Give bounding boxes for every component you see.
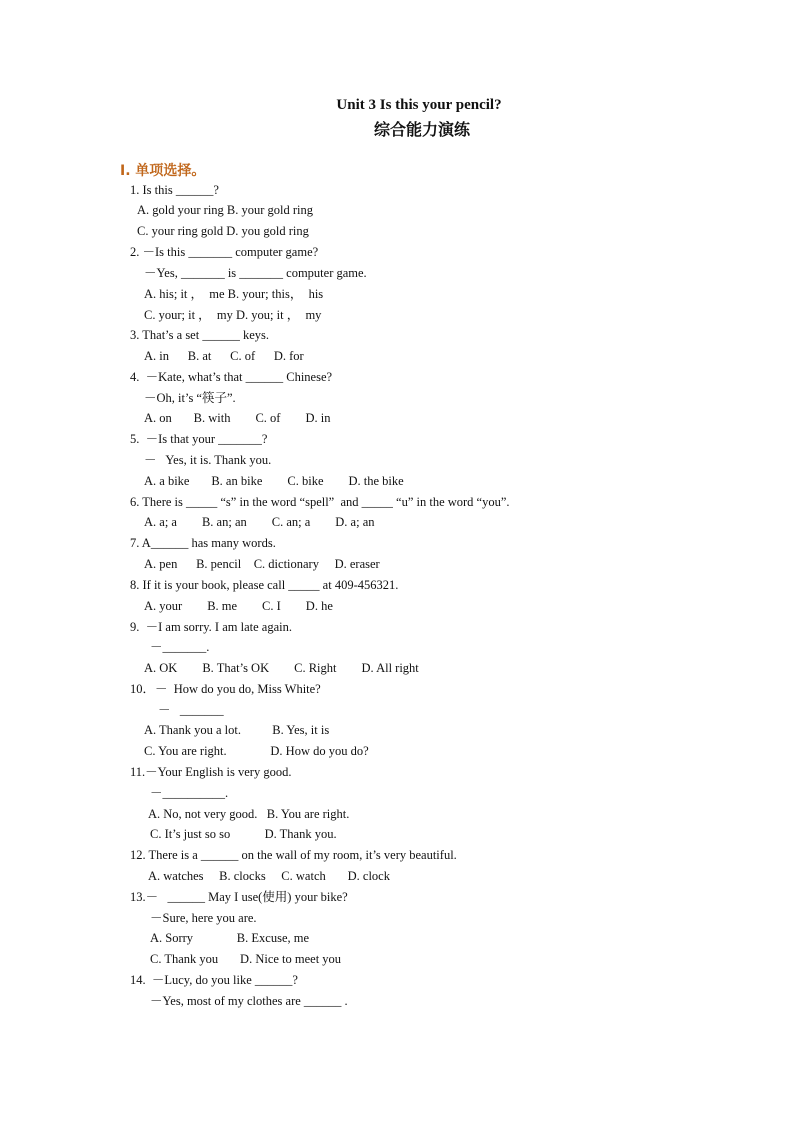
question-5-options: A. a bike B. an bike C. bike D. the bike (144, 474, 404, 488)
section-heading: I. 单项选择。 (120, 163, 206, 179)
question-5-line-2: － Yes, it is. Thank you. (144, 453, 272, 467)
question-7-options: A. pen B. pencil C. dictionary D. eraser (144, 557, 380, 571)
question-6-options: A. a; a B. an; an C. an; a D. a; an (144, 515, 375, 529)
question-1: 1. Is this ______? (130, 183, 219, 197)
page-title: Unit 3 Is this your pencil? (336, 97, 502, 113)
question-8-options: A. your B. me C. I D. he (144, 599, 333, 613)
question-3-options: A. in B. at C. of D. for (144, 349, 304, 363)
question-10: 10．－ How do you do, Miss White? (130, 682, 321, 696)
question-13: 13.－ ______ May I use(使用) your bike? (130, 890, 348, 904)
question-7: 7. A______ has many words. (130, 536, 276, 550)
question-5: 5. －Is that your _______? (130, 432, 268, 446)
question-1-options-ab: A. gold your ring B. your gold ring (137, 203, 314, 217)
question-9-line-2: －_______. (150, 640, 210, 654)
question-6: 6. There is _____ “s” in the word “spell” and _____ “u” in the word “you”. (130, 495, 510, 509)
question-11-options-cd: C. It’s just so so D. Thank you. (150, 827, 337, 841)
question-9-options: A. OK B. That’s OK C. Right D. All right (144, 661, 419, 675)
question-2: 2. －Is this _______ computer game? (130, 245, 319, 259)
question-13-line-2: －Sure, here you are. (150, 911, 257, 925)
question-1-options-cd: C. your ring gold D. you gold ring (137, 224, 309, 238)
question-12: 12. There is a ______ on the wall of my room, it’s very beautiful. (130, 848, 457, 862)
question-4-line-2: －Oh, it’s “筷子”. (144, 391, 236, 405)
question-13-options-ab: A. Sorry B. Excuse, me (150, 931, 310, 945)
question-11: 11.－Your English is very good. (130, 765, 292, 779)
question-4: 4. －Kate, what’s that ______ Chinese? (130, 370, 333, 384)
question-14-line-2: －Yes, most of my clothes are ______ . (150, 994, 348, 1008)
question-10-options-ab: A. Thank you a lot. B. Yes, it is (144, 723, 330, 737)
question-2-line-2: －Yes, _______ is _______ computer game. (144, 266, 367, 280)
question-3: 3. That’s a set ______ keys. (130, 328, 269, 342)
page-subtitle: 综合能力演练 (373, 120, 470, 139)
question-11-line-2: －__________. (150, 786, 229, 800)
question-2-options-ab: A. his; it ， me B. your; this， his (144, 287, 324, 301)
question-4-options: A. on B. with C. of D. in (144, 411, 331, 425)
question-10-options-cd: C. You are right. D. How do you do? (144, 744, 369, 758)
question-13-options-cd: C. Thank you D. Nice to meet you (150, 952, 342, 966)
question-12-options: A. watches B. clocks C. watch D. clock (148, 869, 390, 883)
question-8: 8. If it is your book, please call _____ at 409-456321. (130, 578, 399, 592)
question-14: 14. －Lucy, do you like ______? (130, 973, 298, 987)
question-9: 9. －I am sorry. I am late again. (130, 620, 292, 634)
question-2-options-cd: C. your; it ， my D. you; it ， my (144, 308, 322, 322)
question-11-options-ab: A. No, not very good. B. You are right. (148, 807, 350, 821)
question-10-line-2: － _______ (158, 703, 224, 717)
